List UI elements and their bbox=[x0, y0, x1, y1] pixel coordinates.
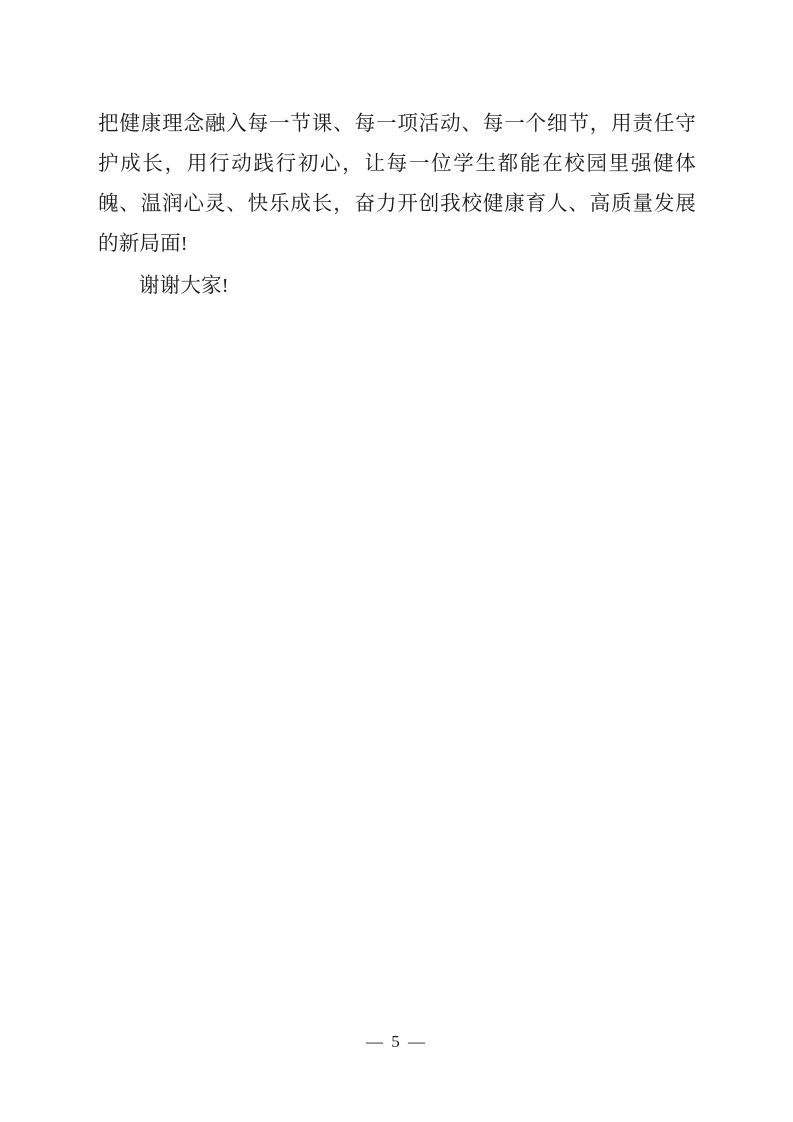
body-paragraph: 谢谢大家! bbox=[139, 275, 229, 297]
page-footer bbox=[0, 1032, 793, 1052]
body-paragraph: 把健康理念融入每一节课、每一项活动、每一个细节，用责任守护成长，用行动践行初心，让每一位学生都能在校园里强健体魄、温润心灵、快乐成长，奋力开创我校健康育人、高质量发展的新局面! bbox=[98, 113, 696, 255]
page-number: — 5 — bbox=[366, 1032, 427, 1051]
document-body bbox=[98, 104, 696, 306]
